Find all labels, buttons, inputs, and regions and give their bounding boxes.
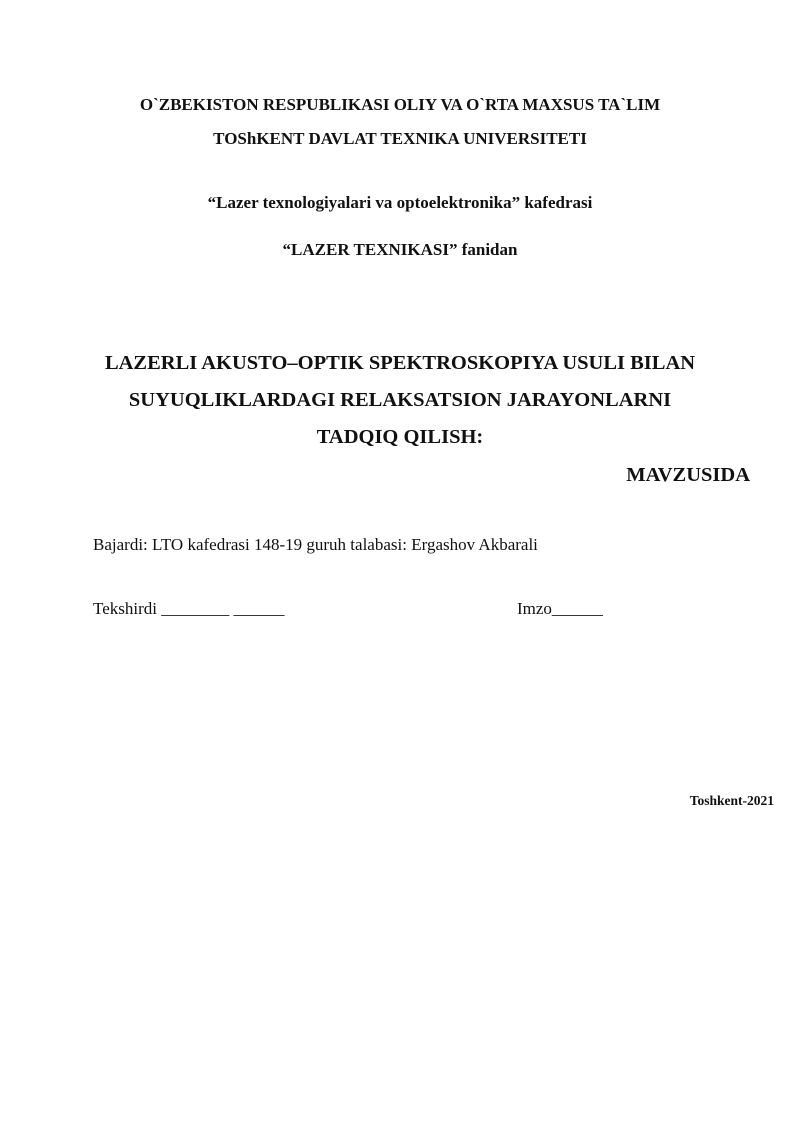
checked-by: Tekshirdi ________ ______	[93, 599, 285, 618]
signature-field: Imzo______	[517, 599, 603, 618]
department-heading: “Lazer texnologiyalari va optoelektronika” kafedrasi	[207, 193, 593, 212]
ministry-heading: O`ZBEKISTON RESPUBLIKASI OLIY VA O`RTA MAXSUS TA`LIM	[139, 95, 661, 114]
topic-title-line-2: SUYUQLIKLARDAGI RELAKSATSION JARAYONLARNI	[128, 389, 672, 411]
performed-by: Bajardi: LTO kafedrasi 148-19 guruh talabasi: Ergashov Akbarali	[93, 535, 538, 554]
place-year: Toshkent-2021	[689, 793, 774, 808]
subject-heading: “LAZER TEXNIKASI” fanidan	[282, 240, 518, 259]
topic-title-line-1: LAZERLI AKUSTO–OPTIK SPEKTROSKOPIYA USULI BILAN	[104, 352, 696, 374]
topic-title-line-3: TADQIQ QILISH:	[316, 426, 484, 448]
topic-suffix: MAVZUSIDA	[626, 464, 750, 486]
university-heading: TOShKENT DAVLAT TEXNIKA UNIVERSITETI	[213, 129, 587, 148]
